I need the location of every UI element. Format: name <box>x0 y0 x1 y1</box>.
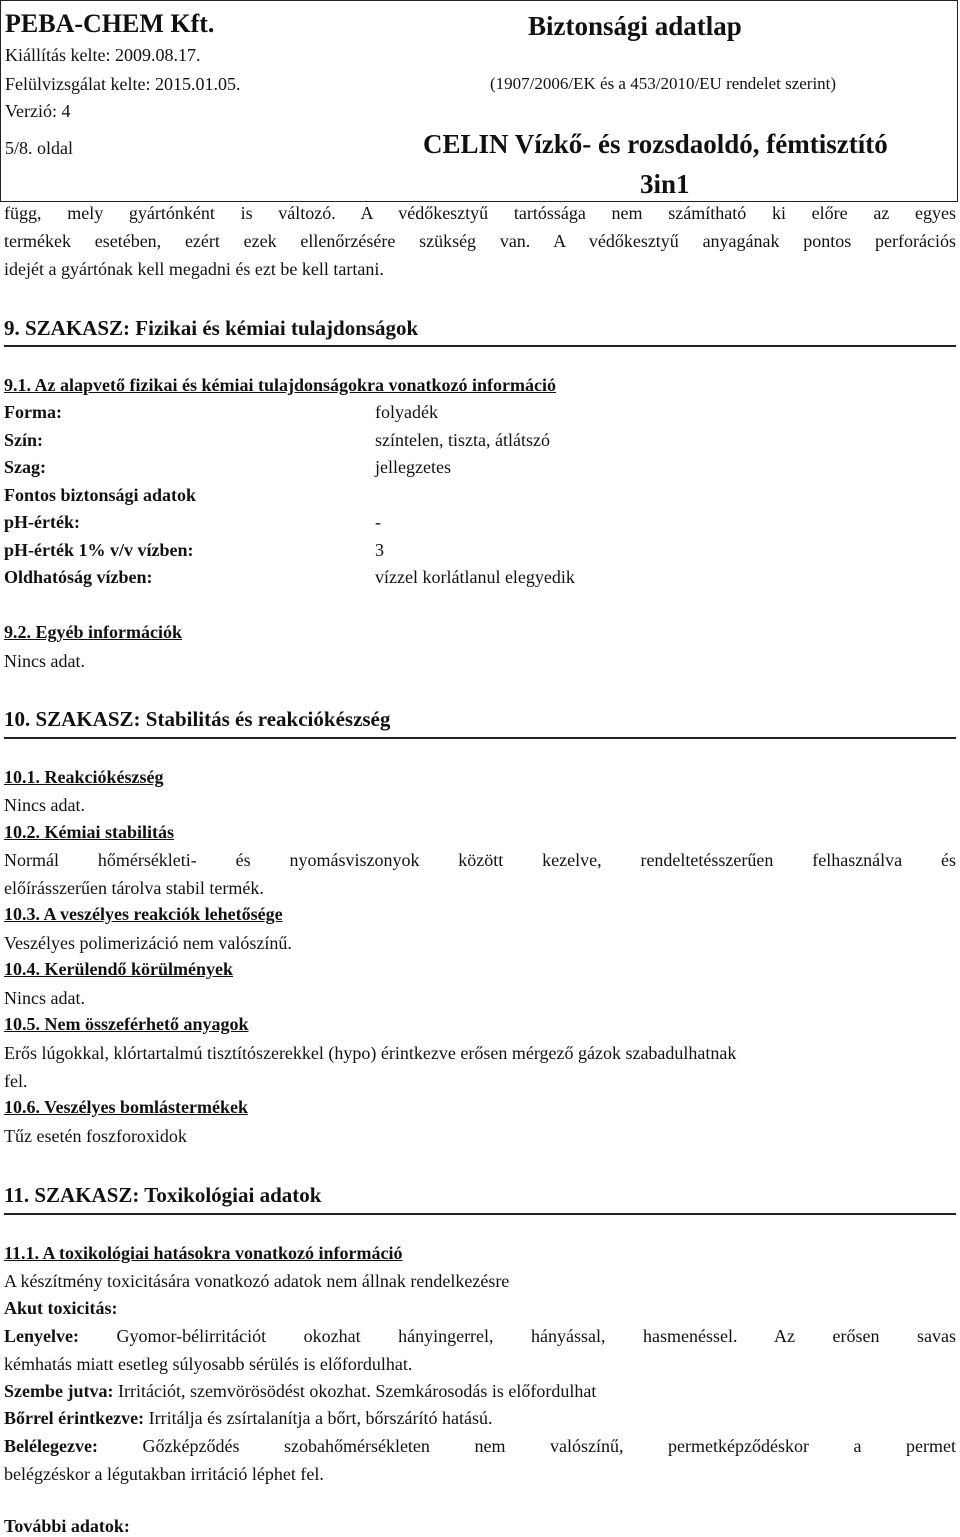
product-name: CELIN Vízkő- és rozsdaoldó, fémtisztító <box>423 129 888 159</box>
subsection-9-2-title: 9.2. Egyéb információk <box>4 622 182 642</box>
revision-date: Felülvizsgálat kelte: 2015.01.05. <box>5 74 241 94</box>
subsection-10-4-title: 10.4. Kerülendő körülmények <box>4 959 234 979</box>
subsection-9-2-text: Nincs adat. <box>4 651 85 671</box>
document-header <box>0 0 958 202</box>
section-11-divider <box>4 1213 956 1215</box>
company-name: PEBA-CHEM Kft. <box>5 9 215 38</box>
property-label: Oldhatóság vízben: <box>4 567 153 587</box>
skin-contact-line <box>4 1405 956 1432</box>
subsection-10-6-title: 10.6. Veszélyes bomlástermékek <box>4 1097 248 1117</box>
issue-date: Kiállítás kelte: 2009.08.17. <box>5 45 201 65</box>
subsection-10-2-title: 10.2. Kémiai stabilitás <box>4 822 174 842</box>
ingestion-label: Lenyelve: <box>4 1326 79 1346</box>
property-value: színtelen, tiszta, átlátszó <box>375 430 550 450</box>
property-label: Szín: <box>4 430 44 450</box>
subsection-10-4-text: Nincs adat. <box>4 988 85 1008</box>
subsection-10-3-title: 10.3. A veszélyes reakciók lehetősége <box>4 904 283 924</box>
subsection-10-2-text-line-2: előírásszerűen tárolva stabil termék. <box>4 878 264 898</box>
inhalation-text: Gőzképződés szobahőmérsékleten nem valószínű, permetképződéskor a permet <box>142 1436 956 1456</box>
eye-contact-text: Irritációt, szemvörösödést okozhat. Szemkárosodás is előfordulhat <box>117 1381 597 1401</box>
version: Verzió: 4 <box>5 101 71 121</box>
ingestion-text: Gyomor-bélirritációt okozhat hányingerrel, hányással, hasmenéssel. Az erősen savas <box>116 1326 956 1346</box>
skin-contact-label: Bőrrel érintkezve: <box>4 1408 145 1428</box>
page-number: 5/8. oldal <box>5 138 73 158</box>
subsection-10-2-text-line-1: Normál hőmérsékleti- és nyomásviszonyok között kezelve, rendeltetésszerűen felhasználva és <box>4 850 956 870</box>
inhalation-line-1 <box>4 1433 956 1460</box>
eye-contact-label: Szembe jutva: <box>4 1381 114 1401</box>
subsection-10-6-text: Tűz esetén foszforoxidok <box>4 1126 187 1146</box>
intro-line-1: függ, mely gyártónként is változó. A védőkesztyű tartóssága nem számítható ki előre az egyes <box>4 203 956 223</box>
property-value: - <box>375 512 381 532</box>
property-label: pH-érték 1% v/v vízben: <box>4 540 194 560</box>
skin-contact-text: Irritálja és zsírtalanítja a bőrt, bőrszárító hatású. <box>148 1408 493 1428</box>
property-value: jellegzetes <box>375 457 451 477</box>
subsection-10-5-text-line-1: Erős lúgokkal, klórtartalmú tisztítószerekkel (hypo) érintkezve erősen mérgező gázok szabadulhatnak <box>4 1043 737 1063</box>
property-label: Fontos biztonsági adatok <box>4 485 197 505</box>
subsection-10-5-text-line-2: fel. <box>4 1071 28 1091</box>
property-value: vízzel korlátlanul elegyedik <box>375 567 575 587</box>
section-9-title: 9. SZAKASZ: Fizikai és kémiai tulajdonságok <box>4 316 419 340</box>
section-9-divider <box>4 345 956 347</box>
subsection-10-1-title: 10.1. Reakciókészség <box>4 767 164 787</box>
subsection-10-1-text: Nincs adat. <box>4 795 85 815</box>
intro-line-2: termékek esetében, ezért ezek ellenőrzésére szükség van. A védőkesztyű anyagának pontos perforációs <box>4 231 956 251</box>
regulation-reference: (1907/2006/EK és a 453/2010/EU rendelet szerint) <box>490 74 837 93</box>
subsection-10-3-text: Veszélyes polimerizáció nem valószínű. <box>4 933 292 953</box>
section-11-title: 11. SZAKASZ: Toxikológiai adatok <box>4 1183 322 1207</box>
section-10-title: 10. SZAKASZ: Stabilitás és reakciókészség <box>4 707 391 731</box>
property-value: folyadék <box>375 402 438 422</box>
subsection-9-1-title: 9.1. Az alapvető fizikai és kémiai tulajdonságokra vonatkozó információ <box>4 375 556 395</box>
product-name-suffix: 3in1 <box>640 169 690 199</box>
property-label: pH-érték: <box>4 512 80 532</box>
acute-toxicity-label: Akut toxicitás: <box>4 1298 118 1318</box>
intro-line-3: idejét a gyártónak kell megadni és ezt be kell tartani. <box>4 259 384 279</box>
property-label: Forma: <box>4 402 62 422</box>
further-data-label: További adatok: <box>4 1516 130 1536</box>
inhalation-line-2: belégzéskor a légutakban irritáció léphet fel. <box>4 1464 324 1484</box>
ingestion-line-2: kémhatás miatt esetleg súlyosabb sérülés is előfordulhat. <box>4 1354 413 1374</box>
subsection-11-1-text: A készítmény toxicitására vonatkozó adatok nem állnak rendelkezésre <box>4 1271 510 1291</box>
document-title: Biztonsági adatlap <box>528 11 742 41</box>
subsection-10-5-title: 10.5. Nem összeférhető anyagok <box>4 1014 249 1034</box>
ingestion-line-1 <box>4 1323 956 1350</box>
eye-contact-line <box>4 1378 956 1405</box>
property-label: Szag: <box>4 457 46 477</box>
section-10-divider <box>4 737 956 739</box>
subsection-11-1-title: 11.1. A toxikológiai hatásokra vonatkozó információ <box>4 1243 403 1263</box>
property-value: 3 <box>375 540 384 560</box>
inhalation-label: Belélegezve: <box>4 1436 98 1456</box>
